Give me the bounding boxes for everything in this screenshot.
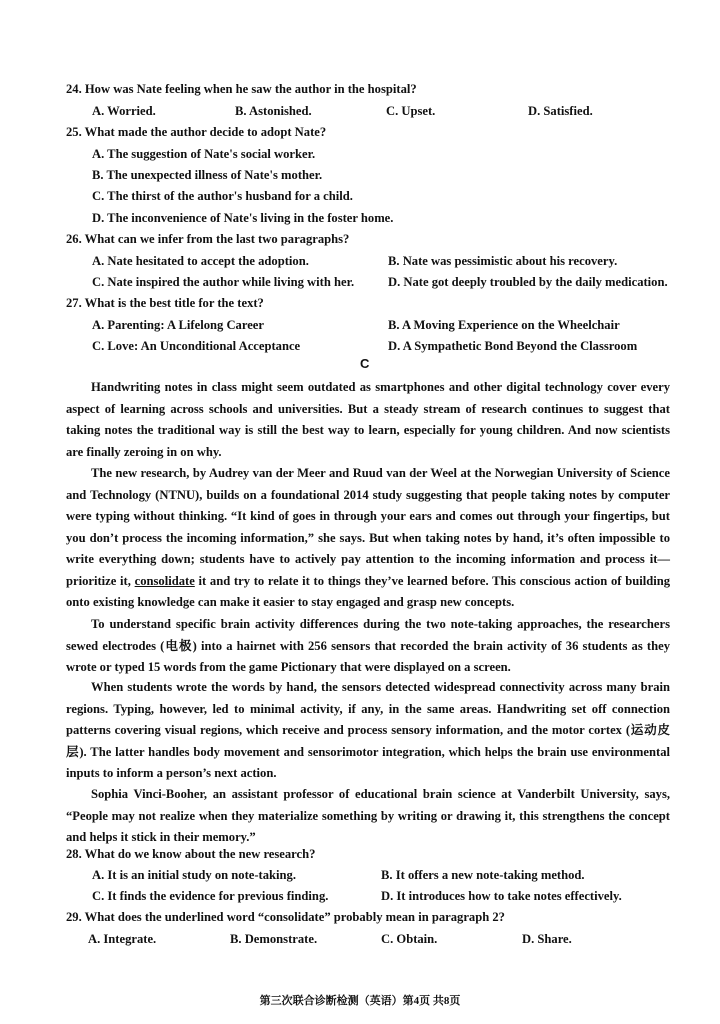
q25-option-d: D. The inconvenience of Nate's living in the foster home. [92, 211, 394, 225]
passage-paragraph-5: Sophia Vinci-Booher, an assistant professor of educational brain science at Vanderbilt University, says, “People may not realize when they materialize something by writing or drawing it, this strengthens the concept and helps it stick in their memory.” [66, 787, 670, 844]
passage-paragraph-2 [66, 463, 670, 614]
q25-option-b: B. The unexpected illness of Nate's mother. [92, 168, 323, 182]
paragraph-2-text-a: The new research, by Audrey van der Meer and Ruud van der Weel at the Norwegian University of Science and Technology (NTNU), builds on a foundational 2014 study suggesting that people taking notes by computer were typing without thinking. “It kind of goes in through your ears and comes out through your fingertips, but you don’t process the incoming information,” she says. But when taking notes by hand, it’s often impossible to write everything down; students have to actively pay attention to the incoming information and process it—prioritize it, [66, 466, 670, 588]
paragraph-2-text-b: it and try to relate it to things they’ve learned before. This conscious action of building onto existing knowledge can make it easier to stay engaged and grasp new concepts. [66, 573, 671, 609]
q28-option-c: C. It finds the evidence for previous finding. [92, 889, 329, 903]
q26-option-d: D. Nate got deeply troubled by the daily medication. [388, 275, 668, 289]
q24-option-a: A. Worried. [92, 104, 156, 118]
question-26-stem: 26. What can we infer from the last two paragraphs? [66, 232, 350, 246]
q29-option-d: D. Share. [522, 932, 572, 946]
passage-paragraph-3: To understand specific brain activity differences during the two note-taking approaches, the researchers sewed electrodes (电极) into a hairnet with 256 sensors that recorded the brain activity of 36 students as they wrote or typed 15 words from the game Pictionary that were displayed on a screen. [66, 617, 670, 674]
passage-paragraph-4: When students wrote the words by hand, the sensors detected widespread connectivity across many brain regions. Typing, however, led to minimal activity, if any, in the same areas. Handwriting set off connection patterns covering visual regions, which receive and process sensory information, and the motor cortex (运动皮层). The latter handles body movement and sensorimotor integration, which helps the brain use environmental inputs to inform a person’s next action. [66, 680, 670, 780]
q24-option-b: B. Astonished. [235, 104, 312, 118]
q27-option-c: C. Love: An Unconditional Acceptance [92, 339, 301, 353]
q26-option-c: C. Nate inspired the author while living with her. [92, 275, 355, 289]
q24-option-c: C. Upset. [386, 104, 436, 118]
q24-option-d: D. Satisfied. [528, 104, 593, 118]
question-27-stem: 27. What is the best title for the text? [66, 296, 264, 310]
q26-option-b: B. Nate was pessimistic about his recovery. [388, 254, 618, 268]
q29-option-c: C. Obtain. [381, 932, 438, 946]
page-footer: 第三次联合诊断检测（英语）第4页 共8页 [259, 995, 461, 1007]
question-25-stem: 25. What made the author decide to adopt Nate? [66, 125, 327, 139]
q27-option-b: B. A Moving Experience on the Wheelchair [388, 318, 620, 332]
underlined-word-consolidate: consolidate [134, 573, 195, 588]
q25-option-c: C. The thirst of the author's husband for a child. [92, 189, 353, 203]
passage-paragraph-1: Handwriting notes in class might seem outdated as smartphones and other digital technology cover every aspect of learning across schools and universities. But a steady stream of research continues to suggest that taking notes the traditional way is still the best way to learn, especially for young children. And now scientists are finally zeroing in on why. [66, 380, 670, 459]
q26-option-a: A. Nate hesitated to accept the adoption. [92, 254, 309, 268]
question-29-stem: 29. What does the underlined word “consolidate” probably mean in paragraph 2? [66, 910, 505, 924]
q28-option-b: B. It offers a new note-taking method. [381, 868, 585, 882]
q28-option-d: D. It introduces how to take notes effectively. [381, 889, 622, 903]
q27-option-a: A. Parenting: A Lifelong Career [92, 318, 264, 332]
q25-option-a: A. The suggestion of Nate's social worker. [92, 147, 316, 161]
q29-option-a: A. Integrate. [88, 932, 157, 946]
question-28-stem: 28. What do we know about the new research? [66, 847, 316, 861]
question-24-stem: 24. How was Nate feeling when he saw the author in the hospital? [66, 82, 417, 96]
q28-option-a: A. It is an initial study on note-taking. [92, 868, 296, 882]
q27-option-d: D. A Sympathetic Bond Beyond the Classroom [388, 339, 638, 353]
section-label: C [360, 356, 370, 371]
q29-option-b: B. Demonstrate. [230, 932, 318, 946]
